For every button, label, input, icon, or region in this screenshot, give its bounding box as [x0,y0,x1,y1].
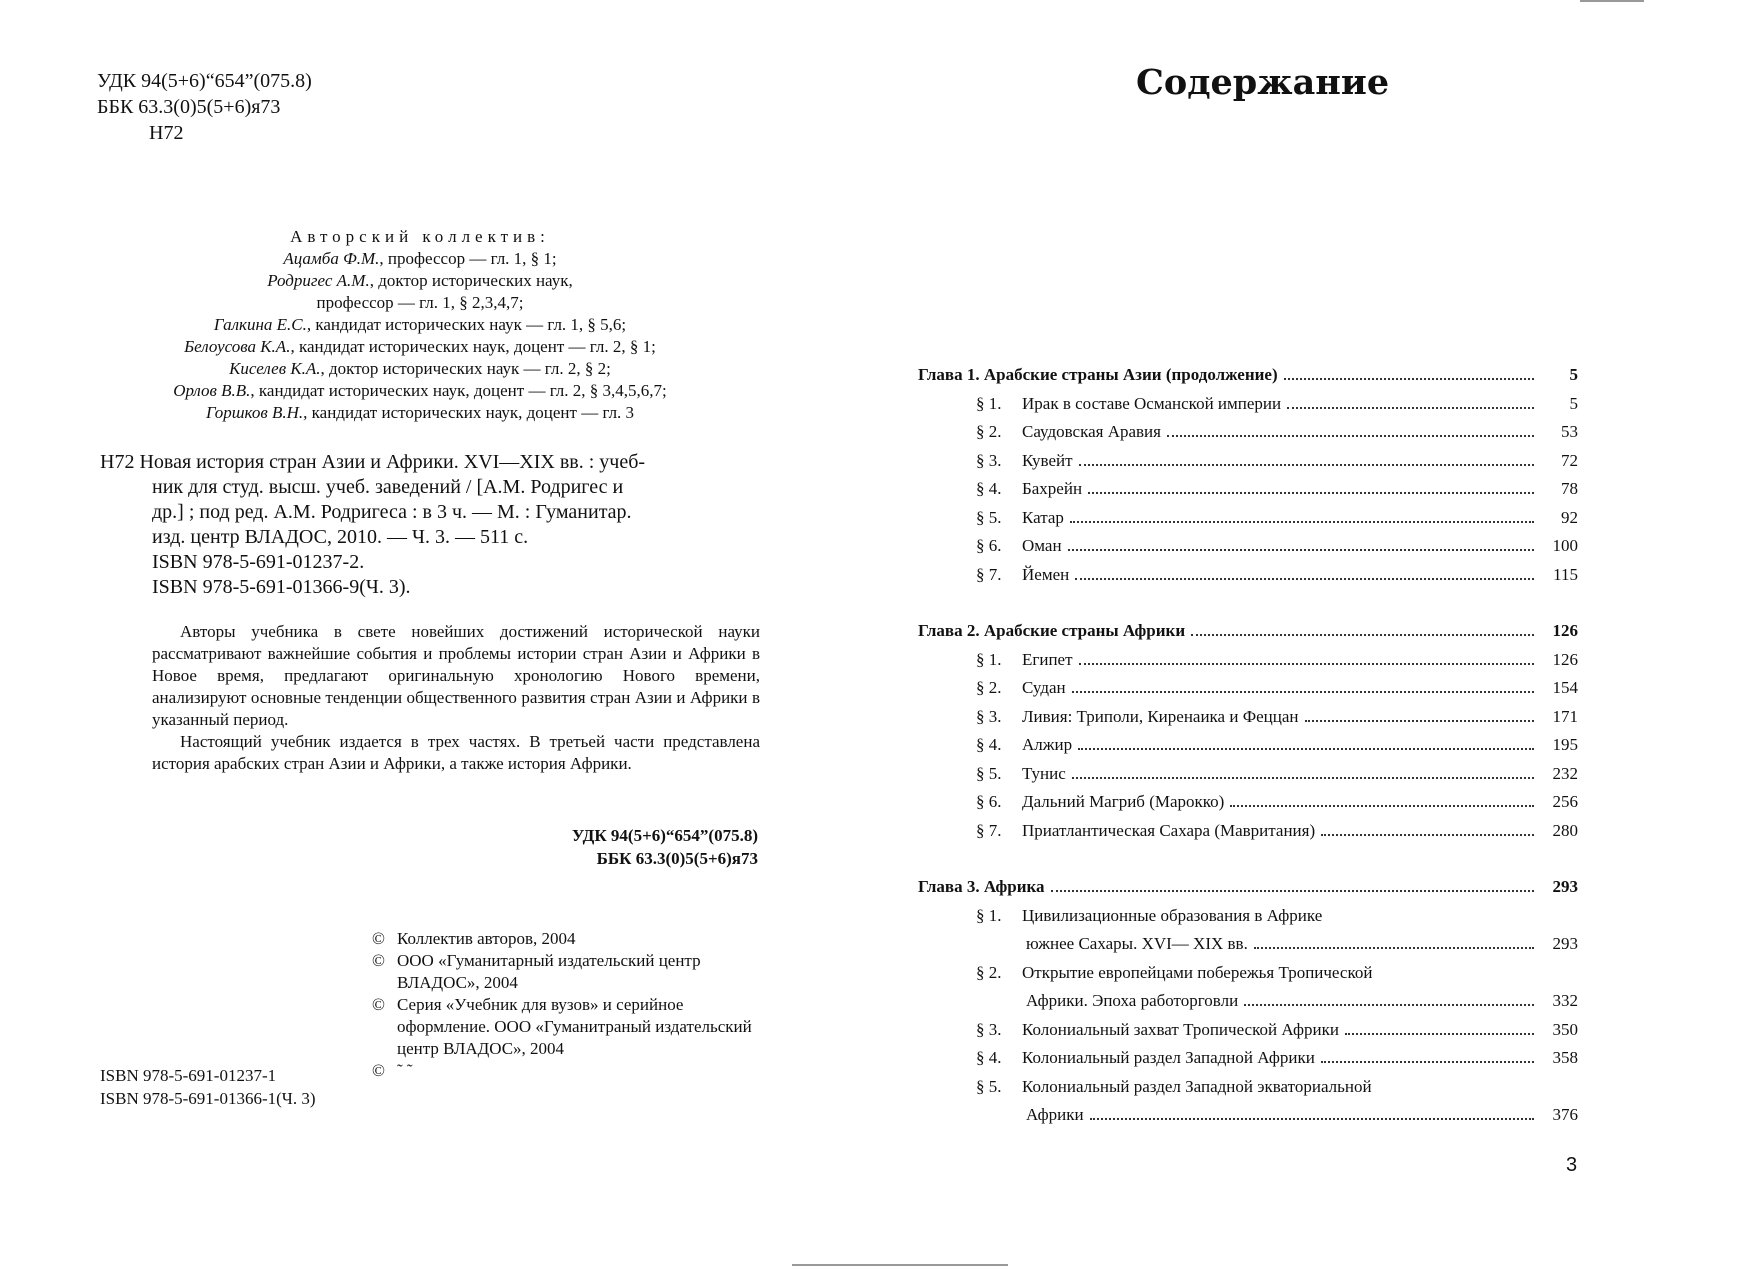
toc-chapter [918,621,1578,849]
copyright-item: © Серия «Учебник для вузов» и серийное оформление. ООО «Гуманитраный издательский центр ВЛАДОС», 2004 [372,995,752,1058]
isbn-line: ISBN 978-5-691-01237-1 [100,1066,277,1085]
abstract [152,621,760,775]
abstract-paragraph: Авторы учебника в свете новейших достижений исторической науки рассматривают важнейшие события и проблемы истории стран Азии и Африки в Новое время, предлагают оригинальную хронологию Нового времени, анализируют основные тенденции общественного развития стран Азии и Африки в указанный период. [152,622,760,729]
toc-section-row: § 4. Бахрейн 78 [976,479,1578,498]
udk-footer [430,824,758,870]
udk-code: УДК 94(5+6)“654”(075.8) [571,826,758,845]
toc-section-row: § 2. Открытие европейцами побережья Тропической [976,962,1373,982]
toc-section-row: § 1. Ирак в составе Османской империи 5 [976,393,1578,413]
toc-chapter [918,365,1578,593]
isbn-line: ISBN 978-5-691-01366-9(Ч. 3). [152,576,411,598]
bbk-code: ББК 63.3(0)5(5+6)я73 [596,849,758,868]
toc-section-row: § 2. Саудовская Аравия 53 [976,422,1578,441]
isbn-block [100,1064,316,1110]
author-line: Родригес А.М., доктор исторических наук, [267,271,573,290]
copyright-item: © ООО «Гуманитарный издательский центр ВЛАДОС», 2004 [372,951,701,992]
author-line: Горшков В.Н., кандидат исторических наук, доцент — гл. 3 [205,403,635,422]
toc-chapter-row: Глава 1. Арабские страны Азии (продолжение) 5 [918,365,1578,384]
toc-section-row: § 3. Ливия: Триполи, Киренаика и Феццан 171 [976,706,1578,726]
bbk-code: ББК 63.3(0)5(5+6)я73 [97,96,281,118]
toc-section-row: § 4. Алжир 195 [976,735,1578,754]
udk-code: УДК 94(5+6)“654”(075.8) [97,70,312,92]
abstract-paragraph: Настоящий учебник издается в трех частях. В третьей части представлена история арабских стран Азии и Африки, а также история Африки. [152,732,760,773]
toc-section-row: § 1. Египет 126 [976,649,1578,669]
isbn-line: ISBN 978-5-691-01237-2. [152,551,365,573]
toc-section-row: § 6. Дальний Магриб (Марокко) 256 [976,792,1578,811]
bibliographic-record [100,450,760,600]
toc-section-row-cont: южнее Сахары. XVI— XIX вв. 293 [1026,934,1578,953]
authors-block [80,226,760,424]
authors-heading: Авторский коллектив: [290,227,550,246]
toc-section-row: § 3. Колониальный захват Тропической Африки 350 [976,1019,1578,1039]
author-line: Киселев К.А., доктор исторических наук — гл. 2, § 2; [229,359,611,378]
copyright-block [372,928,772,1082]
toc-section-row-cont: Африки. Эпоха работорговли 332 [1026,991,1578,1010]
toc-section-row: § 5. Колониальный раздел Западной экваториальной [976,1076,1372,1096]
toc-section-row-cont: Африки 376 [1026,1105,1578,1124]
copyright-item: © ˜ ˜ [372,1061,413,1080]
author-line: Белоусова К.А., кандидат исторических наук, доцент — гл. 2, § 1; [184,337,656,356]
toc-section-row: § 1. Цивилизационные образования в Африке [976,905,1323,925]
toc-chapter-row: Глава 3. Африка 293 [918,877,1578,896]
toc-chapter-row: Глава 2. Арабские страны Африки 126 [918,621,1578,640]
author-line: Галкина Е.С., кандидат исторических наук — гл. 1, § 5,6; [213,315,627,334]
toc-section-row: § 7. Йемен 115 [976,564,1578,584]
toc-title: Содержание [1136,62,1390,103]
author-line: Орлов В.В., кандидат исторических наук, доцент — гл. 2, § 3,4,5,6,7; [173,381,667,400]
page-number: 3 [1566,1154,1578,1176]
toc-chapter [918,877,1578,1134]
biblio-line: изд. центр ВЛАДОС, 2010. — Ч. 3. — 511 с. [152,526,529,548]
scan-edge-line [792,1264,1008,1266]
udk-header [97,68,312,146]
scan-edge-line [1580,0,1644,2]
toc-section-row: § 6. Оман 100 [976,536,1578,555]
toc-section-row: § 4. Колониальный раздел Западной Африки 358 [976,1048,1578,1067]
author-mark: Н72 [149,122,184,144]
biblio-line: Н72 Новая история стран Азии и Африки. XVI—XIX вв. : учеб- [100,451,646,473]
biblio-line: др.] ; под ред. А.М. Родригеса : в 3 ч. — М. : Гуманитар. [152,501,632,523]
toc-section-row: § 2. Судан 154 [976,678,1578,697]
table-of-contents [918,365,1578,1162]
author-line: профессор — гл. 1, § 2,3,4,7; [316,293,524,312]
copyright-item: © Коллектив авторов, 2004 [372,929,576,948]
author-line: Ацамба Ф.М., профессор — гл. 1, § 1; [283,249,557,268]
isbn-line: ISBN 978-5-691-01366-1(Ч. 3) [100,1089,316,1108]
toc-section-row: § 5. Катар 92 [976,507,1578,527]
toc-section-row: § 7. Приатлантическая Сахара (Мавритания) 280 [976,820,1578,840]
toc-section-row: § 5. Тунис 232 [976,763,1578,783]
biblio-line: ник для студ. высш. учеб. заведений / [А.М. Родригес и [152,476,624,498]
toc-section-row: § 3. Кувейт 72 [976,450,1578,470]
